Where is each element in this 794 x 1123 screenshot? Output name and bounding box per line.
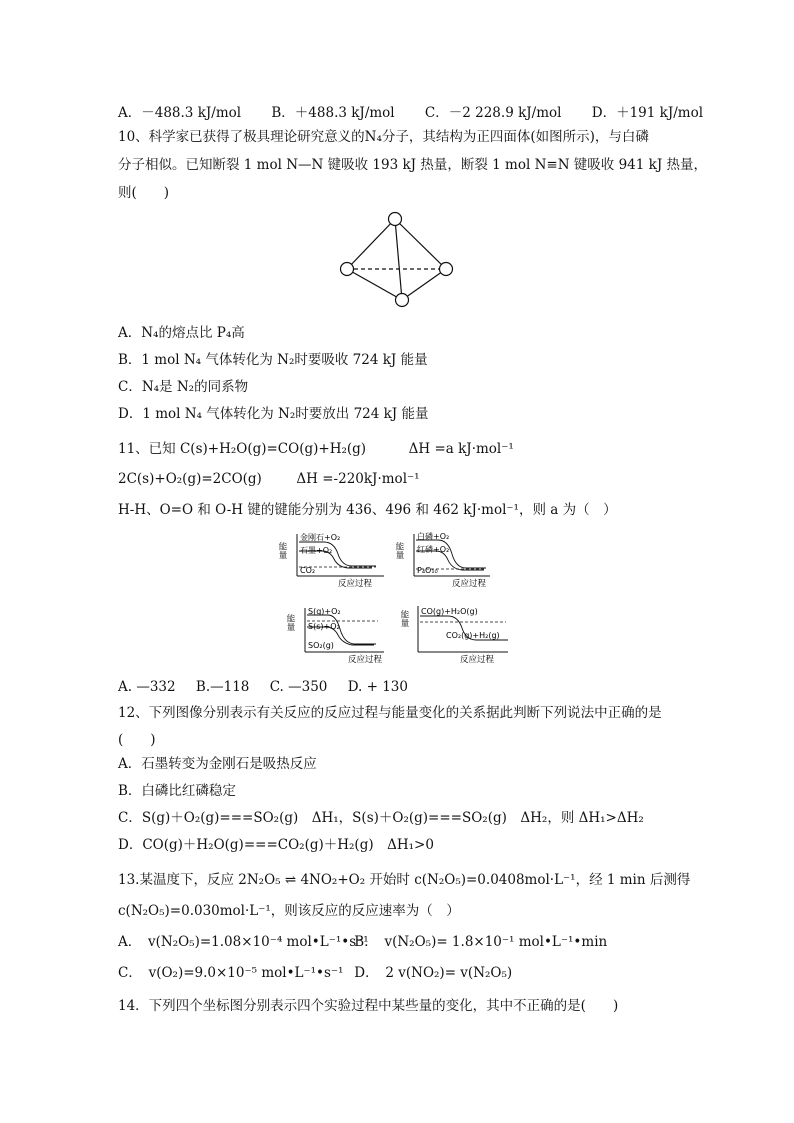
g3-label-ss: S(s)+O₂ (308, 622, 340, 631)
energy-graphs (277, 528, 516, 668)
q12-option-d: D．CO(g)＋H₂O(g)===CO₂(g)＋H₂(g) ΔH₁>0 (118, 837, 434, 853)
g2-xlabel: 反应过程 (452, 579, 487, 589)
g3-label-sg: S(g)+O₂ (308, 607, 341, 616)
q10-option-d: D．1 mol N₄ 气体转化为 N₂时要放出 724 kJ 能量 (118, 406, 429, 422)
q11-line3: H-H、O=O 和 O-H 键的键能分别为 436、496 和 462 kJ·mol⁻¹，则 a 为（ ） (118, 502, 617, 518)
q11-option-c: C. —350 (269, 679, 328, 695)
q13-option-c: C． v(O₂)=9.0×10⁻⁵ mol•L⁻¹•s⁻¹ (118, 965, 344, 981)
q9-option-d: D．＋191 kJ/mol (591, 105, 704, 121)
q11-eq1: 11、已知 C(s)+H₂O(g)=CO(g)+H₂(g) (118, 441, 367, 457)
q12-option-b: B．白磷比红磷稳定 (118, 783, 236, 799)
q12-option-c: C．S(g)＋O₂(g)===SO₂(g) ΔH₁，S(s)＋O₂(g)===SO₂(g) ΔH₂，则 ΔH₁>ΔH₂ (118, 810, 644, 826)
q10-stem-line1: 10、科学家已获得了极具理论研究意义的N₄分子，其结构为正四面体(如图所示)，与白磷 (118, 129, 649, 145)
q9-option-a: A．－488.3 kJ/mol (118, 105, 242, 121)
g4-ylabel: 能量 (399, 610, 409, 627)
q10-option-b: B．1 mol N₄ 气体转化为 N₂时要吸收 724 kJ 能量 (118, 352, 428, 368)
g2-label-p4o10: P₄O₁₀ (417, 566, 438, 575)
q10-option-a: A．N₄的熔点比 P₄高 (118, 325, 245, 341)
q13-stem-line2: c(N₂O₅)=0.030mol·L⁻¹，则该反应的反应速率为（ ） (118, 903, 460, 919)
q12-stem-line1: 12、下列图像分别表示有关反应的反应过程与能量变化的关系据此判断下列说法中正确的是 (118, 705, 662, 721)
q11-dh1: ΔH =a kJ·mol⁻¹ (408, 441, 514, 457)
q11-line2 (118, 469, 420, 489)
q9-option-c: C．－2 228.9 kJ/mol (424, 105, 562, 121)
g3-label-so2: SO₂(g) (308, 641, 334, 650)
q13-option-d: D． 2 v(NO₂)= v(N₂O₅) (354, 965, 513, 981)
g2-ylabel: 能量 (394, 542, 404, 559)
tetrahedron-diagram (336, 208, 460, 312)
g1-ylabel: 能量 (277, 542, 287, 559)
q12-stem-line2: ( ) (118, 732, 156, 748)
g2-label-red-p: 红磷+O₂ (417, 545, 450, 554)
q11-option-a: A. —332 (118, 679, 176, 695)
graph-white-red-phosphorus (394, 531, 490, 589)
g4-label-reactants: CO(g)+H₂O(g) (421, 607, 478, 616)
g4-label-products: CO₂(g)+H₂(g) (446, 631, 500, 640)
q13-option-a: A． v(N₂O₅)=1.08×10⁻⁴ mol•L⁻¹•s⁻¹ (118, 934, 369, 950)
graph-diamond-graphite (277, 532, 384, 589)
q9-option-b: B．＋488.3 kJ/mol (271, 105, 395, 121)
q11-options (118, 677, 434, 697)
g1-label-co2: CO₂ (300, 566, 316, 575)
q11-line1 (118, 439, 514, 459)
q13-stem-line1: 13.某温度下，反应 2N₂O₅ ⇌ 4NO₂+O₂ 开始时 c(N₂O₅)=0.0408mol·L⁻¹，经 1 min 后测得 (118, 872, 691, 888)
g2-label-white-p: 白磷+O₂ (417, 532, 450, 541)
q14-stem: 14．下列四个坐标图分别表示四个实验过程中某些量的变化，其中不正确的是( ) (118, 998, 619, 1014)
g1-label-graphite: 石墨+O₂ (300, 546, 333, 555)
g3-ylabel: 能量 (285, 614, 295, 631)
q11-option-b: B.—118 (195, 679, 250, 695)
q10-option-c: C．N₄是 N₂的同系物 (118, 379, 249, 395)
graph-co-water (399, 606, 508, 665)
q10-stem-line2: 分子相似。已知断裂 1 mol N—N 键吸收 193 kJ 热量，断裂 1 mol N≡N 键吸收 941 kJ 热量， (118, 157, 708, 173)
q13-options-row2 (118, 963, 512, 983)
g4-xlabel: 反应过程 (460, 655, 495, 665)
q11-eq2: 2C(s)+O₂(g)=2CO(g) (118, 471, 262, 487)
graph-sulfur (285, 607, 384, 665)
q9-options (118, 103, 729, 123)
q13-option-b: B． v(N₂O₅)= 1.8×10⁻¹ mol•L⁻¹•min (354, 934, 608, 950)
q13-options-row1 (118, 932, 607, 952)
g3-xlabel: 反应过程 (348, 655, 383, 665)
q11-dh2: ΔH =-220kJ·mol⁻¹ (296, 471, 420, 487)
g1-label-diamond: 金刚石+O₂ (300, 533, 341, 542)
q12-option-a: A．石墨转变为金刚石是吸热反应 (118, 756, 317, 772)
g1-xlabel: 反应过程 (338, 579, 373, 589)
q11-option-d: D. + 130 (347, 679, 408, 695)
q10-stem-line3: 则( ) (118, 185, 170, 201)
